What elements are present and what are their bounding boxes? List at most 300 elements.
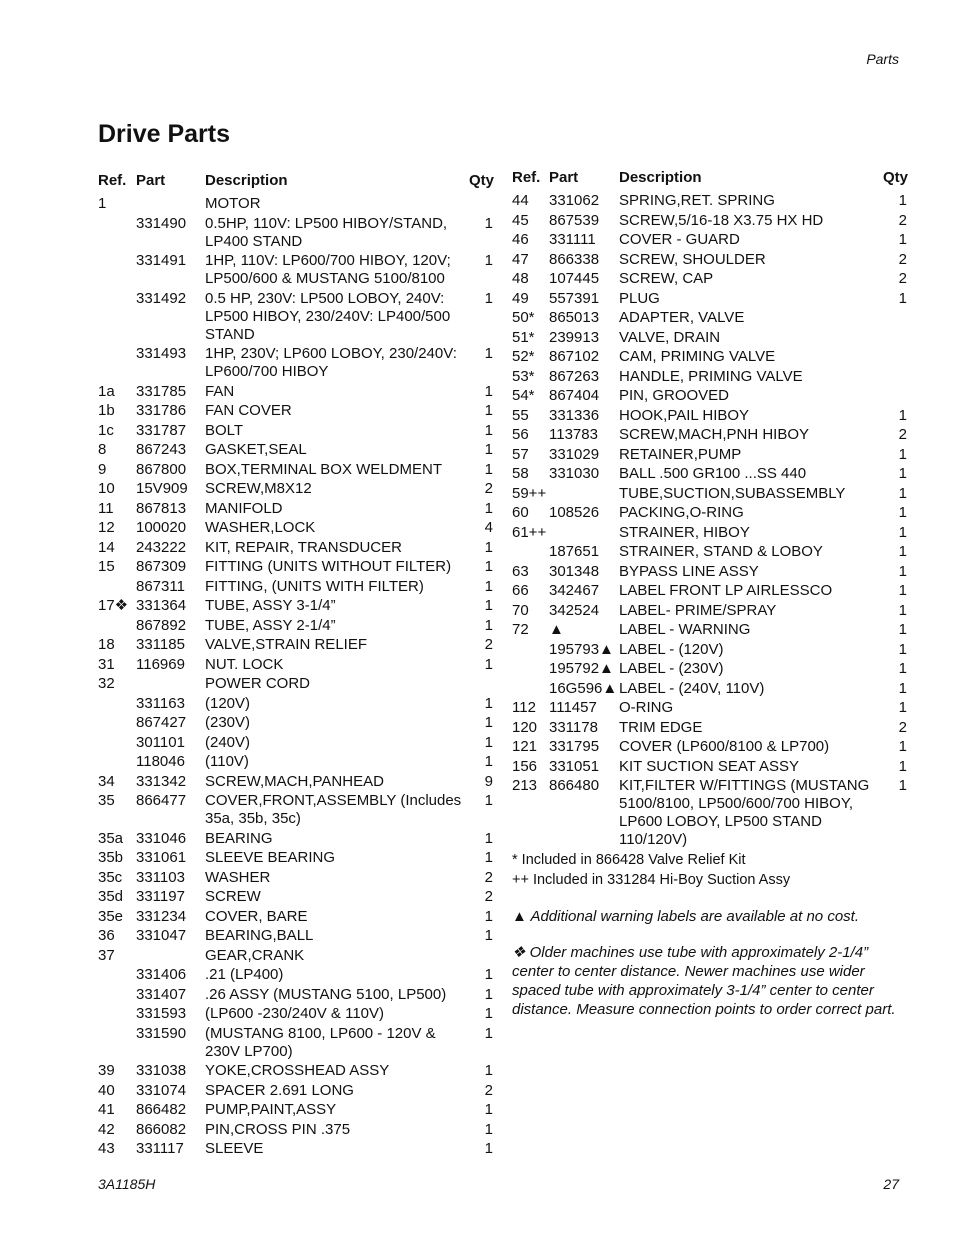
qty-cell: 1 (484, 382, 493, 400)
part-cell: 301101 (136, 733, 185, 751)
description-cell: KIT,FILTER W/FITTINGS (MUSTANG 5100/8100, LP500/600/700 HIBOY, LP600 LOBOY, LP500 STAND 110/120V) (619, 777, 870, 848)
ref-cell: 60 (512, 504, 529, 521)
table-row (98, 215, 493, 251)
table-row (98, 753, 493, 771)
part-cell: 867311 (136, 577, 185, 595)
part-cell (549, 524, 619, 542)
parts-table-left (98, 170, 493, 1160)
description-cell: NUT. LOCK (205, 655, 284, 673)
qty-cell: 1 (898, 621, 907, 638)
description-cell: 0.5HP, 110V: LP500 HIBOY/STAND, LP400 STAND (205, 214, 448, 250)
table-row (512, 524, 907, 542)
description-cell: SLEEVE BEARING (205, 849, 336, 866)
description-cell: LABEL - WARNING (619, 621, 751, 638)
qty-cell: 1 (898, 679, 907, 697)
part-cell: 331074 (136, 1081, 187, 1099)
description-header: Description (205, 172, 288, 189)
qty-cell: 1 (484, 1062, 493, 1079)
description-cell: (MUSTANG 8100, LP600 - 120V & 230V LP700) (205, 1024, 436, 1060)
ref-cell: 35d (98, 888, 124, 905)
qty-cell: 1 (484, 616, 493, 634)
table-row (98, 656, 493, 674)
qty-cell (883, 348, 907, 366)
part-cell: 331785 (136, 382, 187, 400)
qty-cell: 1 (484, 927, 493, 944)
qty-cell: 1 (898, 699, 907, 716)
qty-cell (883, 387, 907, 405)
table-row (98, 422, 493, 440)
table-row (98, 519, 493, 537)
qty-cell: 2 (484, 636, 493, 653)
ref-cell: 10 (98, 480, 115, 497)
table-row (512, 602, 907, 620)
description-cell: STRAINER, STAND & LOBOY (619, 543, 823, 560)
table-row (98, 597, 493, 615)
description-cell: CAM, PRIMING VALVE (619, 348, 776, 365)
ref-cell (98, 966, 136, 984)
table-row (512, 641, 907, 659)
table-row (98, 966, 493, 984)
qty-cell: 1 (484, 753, 493, 770)
table-row (512, 621, 907, 639)
description-cell: HOOK,PAIL HIBOY (619, 406, 750, 424)
table-row (98, 1121, 493, 1139)
description-cell: GEAR,CRANK (205, 946, 305, 964)
qty-header: Qty (883, 169, 909, 186)
part-cell: 108526 (549, 504, 600, 521)
ref-cell: 35a (98, 829, 124, 847)
table-row (512, 290, 907, 308)
part-cell: 239913 (549, 328, 600, 346)
qty-cell: 1 (484, 1140, 493, 1157)
description-cell: VALVE, DRAIN (619, 328, 721, 346)
part-cell: 331336 (549, 406, 600, 424)
ref-cell (98, 345, 136, 381)
ref-cell: 50* (512, 309, 535, 326)
ref-cell: 1c (98, 421, 114, 439)
description-cell: STRAINER, HIBOY (619, 523, 750, 541)
part-header: Part (136, 172, 166, 189)
part-cell: 331491 (136, 252, 187, 269)
qty-cell: 2 (484, 868, 493, 886)
table-row (98, 441, 493, 459)
table-row (98, 1140, 493, 1158)
ref-cell: 57 (512, 445, 529, 463)
description-cell: VALVE,STRAIN RELIEF (205, 636, 367, 653)
description-cell: HANDLE, PRIMING VALVE (619, 367, 803, 385)
qty-cell: 1 (898, 543, 907, 560)
table-row (98, 773, 493, 791)
qty-cell: 1 (484, 558, 493, 575)
part-cell: 16G596▲ (549, 679, 618, 697)
table-row (98, 792, 493, 828)
description-cell: PIN,CROSS PIN .375 (205, 1120, 351, 1138)
qty-cell: 1 (898, 757, 907, 775)
table-row (98, 675, 493, 693)
qty-cell: 1 (898, 660, 907, 677)
qty-cell: 1 (898, 601, 907, 619)
part-cell: 867539 (549, 211, 600, 229)
description-cell: LABEL - (230V) (619, 660, 724, 677)
description-cell: MANIFOLD (205, 499, 283, 517)
part-cell: 301348 (549, 562, 600, 580)
part-cell: 342524 (549, 601, 600, 619)
qty-cell: 1 (898, 523, 907, 541)
ref-cell: 48 (512, 270, 529, 287)
part-cell: 331197 (136, 888, 185, 905)
qty-cell: 1 (484, 499, 493, 517)
qty-cell: 2 (898, 718, 907, 736)
part-cell: 195793▲ (549, 640, 614, 658)
table-row (98, 558, 493, 576)
table-row (98, 383, 493, 401)
qty-cell: 1 (484, 577, 493, 595)
ref-cell (98, 714, 136, 732)
ref-cell: 112 (512, 699, 536, 716)
description-cell: 1HP, 110V: LP600/700 HIBOY, 120V; LP500/600 & MUSTANG 5100/8100 (205, 252, 451, 287)
part-cell: 867243 (136, 441, 187, 458)
section-header: Parts (866, 51, 899, 67)
qty-cell (883, 368, 907, 386)
qty-cell: 1 (898, 445, 907, 463)
description-cell: SCREW,5/16-18 X3.75 HX HD (619, 211, 824, 229)
ref-cell: 46 (512, 231, 529, 248)
part-cell: 331178 (549, 718, 598, 736)
description-cell: GASKET,SEAL (205, 441, 307, 458)
part-cell (136, 675, 205, 693)
ref-cell: 40 (98, 1081, 115, 1099)
table-row (98, 1005, 493, 1023)
ref-cell: 15 (98, 558, 115, 575)
description-cell: SPRING,RET. SPRING (619, 192, 775, 209)
table-row (512, 368, 907, 386)
table-row (98, 947, 493, 965)
part-cell: 342467 (549, 582, 600, 599)
table-row (98, 1062, 493, 1080)
ref-cell: 56 (512, 426, 529, 443)
qty-cell (469, 675, 493, 693)
ref-cell: 14 (98, 538, 115, 556)
part-cell: 331795 (549, 738, 600, 755)
part-cell: 331029 (549, 445, 600, 463)
ref-header: Ref. (98, 172, 127, 189)
qty-cell (883, 329, 907, 347)
ref-cell: 55 (512, 406, 529, 424)
part-cell: ▲ (549, 621, 564, 638)
table-row (512, 309, 907, 327)
qty-cell: 1 (484, 829, 493, 847)
ref-cell (98, 986, 136, 1004)
ref-cell: 37 (98, 946, 115, 964)
ref-cell (98, 1005, 136, 1023)
part-cell: 865013 (549, 309, 600, 326)
table-row (512, 738, 907, 756)
ref-cell: 35e (98, 907, 124, 925)
qty-cell: 1 (484, 694, 493, 712)
description-cell: BOLT (205, 421, 244, 439)
description-cell: COVER, BARE (205, 907, 308, 925)
ref-cell: 1 (98, 195, 107, 212)
ref-cell: 49 (512, 289, 529, 307)
qty-cell: 1 (484, 849, 493, 866)
description-cell: SCREW,M8X12 (205, 480, 312, 497)
table-row (98, 734, 493, 752)
part-cell (549, 485, 619, 503)
ref-cell (98, 1025, 136, 1061)
table-row (98, 1101, 493, 1119)
ref-cell: 36 (98, 927, 115, 944)
ref-cell: 32 (98, 675, 115, 692)
description-cell: SPACER 2.691 LONG (205, 1081, 354, 1099)
description-cell: 0.5 HP, 230V: LP500 LOBOY, 240V: LP500 HIBOY, 230/240V: LP400/500 STAND (205, 289, 451, 343)
note-warning-labels: ▲ Additional warning labels are available at no cost. (512, 908, 859, 925)
description-cell: .26 ASSY (MUSTANG 5100, LP500) (205, 985, 447, 1003)
part-cell: 331593 (136, 1005, 187, 1022)
ref-cell: 72 (512, 621, 529, 638)
part-cell: 331342 (136, 772, 187, 790)
table-row (512, 387, 907, 405)
qty-cell: 1 (484, 655, 493, 673)
ref-cell: 11 (98, 499, 114, 517)
table-row (98, 636, 493, 654)
ref-cell: 120 (512, 718, 538, 736)
table-row (98, 888, 493, 906)
part-cell: 866338 (549, 250, 600, 268)
ref-cell: 35 (98, 792, 115, 809)
ref-cell: 41 (98, 1101, 115, 1118)
qty-cell: 1 (898, 192, 907, 209)
ref-cell (98, 695, 136, 713)
ref-cell (98, 617, 136, 635)
part-cell: 331590 (136, 1024, 187, 1042)
part-cell: 331185 (136, 636, 185, 653)
ref-cell (98, 252, 136, 288)
qty-cell: 1 (484, 985, 493, 1003)
table-row (98, 1082, 493, 1100)
table-row (98, 1025, 493, 1061)
table-row (512, 504, 907, 522)
part-cell: 331492 (136, 289, 187, 307)
table-row (512, 777, 907, 849)
qty-cell: 1 (484, 1120, 493, 1138)
table-row (512, 465, 907, 483)
description-cell: COVER,FRONT,ASSEMBLY (Includes 35a, 35b, 35c) (205, 792, 462, 827)
table-row (98, 714, 493, 732)
qty-cell: 9 (484, 772, 493, 790)
parts-table-right (512, 167, 907, 1019)
description-cell: RETAINER,PUMP (619, 445, 742, 463)
description-cell: SCREW,MACH,PNH HIBOY (619, 426, 810, 443)
description-cell: KIT, REPAIR, TRANSDUCER (205, 538, 402, 556)
note-asterisk: * Included in 866428 Valve Relief Kit (512, 852, 746, 868)
table-header (512, 167, 907, 192)
description-cell: (240V) (205, 733, 251, 751)
part-cell: 331117 (136, 1140, 184, 1157)
table-row (512, 660, 907, 678)
table-row (98, 195, 493, 213)
table-row (512, 543, 907, 561)
table-row (512, 192, 907, 210)
description-cell: WASHER (205, 868, 271, 886)
ref-cell: 54* (512, 387, 535, 404)
part-cell: 331493 (136, 345, 187, 362)
ref-cell: 59++ (512, 484, 547, 502)
qty-cell: 1 (484, 421, 493, 439)
page-title: Drive Parts (98, 120, 231, 148)
ref-cell (98, 215, 136, 251)
ref-cell (512, 543, 549, 561)
part-cell: 331046 (136, 829, 187, 847)
description-cell: BEARING (205, 829, 273, 847)
ref-cell: 66 (512, 582, 529, 599)
description-cell: FITTING (UNITS WITHOUT FILTER) (205, 558, 452, 575)
description-cell: .21 (LP400) (205, 966, 284, 983)
part-cell: 331038 (136, 1062, 187, 1079)
part-cell: 116969 (136, 655, 185, 673)
part-cell: 100020 (136, 519, 187, 536)
table-row (512, 680, 907, 698)
ref-cell (98, 290, 136, 344)
table-row (512, 758, 907, 776)
description-cell: COVER - GUARD (619, 231, 740, 248)
description-cell: MOTOR (205, 195, 261, 212)
table-row (98, 578, 493, 596)
qty-cell: 1 (484, 441, 493, 458)
qty-cell: 1 (898, 484, 907, 502)
part-cell: 867800 (136, 460, 187, 478)
qty-cell: 1 (484, 714, 493, 731)
qty-cell: 2 (898, 211, 907, 229)
ref-cell: 9 (98, 460, 107, 478)
ref-cell (98, 734, 136, 752)
table-row (98, 252, 493, 288)
table-row (512, 426, 907, 444)
ref-cell: 47 (512, 250, 529, 268)
qty-cell: 1 (898, 738, 907, 755)
table-header (98, 170, 493, 195)
note-tube-distance: ❖ Older machines use tube with approximately 2-1/4” center to center distance. Newer machines use wider spaced tube with approximately 3-1/4” center to center distance. Measure connection points to order correct part. (512, 944, 896, 1018)
part-cell: 866480 (549, 777, 600, 794)
part-cell: 331163 (136, 694, 185, 712)
qty-cell (469, 195, 493, 213)
description-cell: (230V) (205, 714, 251, 731)
table-row (98, 908, 493, 926)
description-cell: BALL .500 GR100 ...SS 440 (619, 465, 807, 482)
part-cell: 111457 (549, 699, 597, 716)
document-number: 3A1185H (98, 1176, 156, 1192)
ref-cell: 43 (98, 1140, 115, 1157)
table-row (512, 485, 907, 503)
part-cell: 331062 (549, 192, 600, 209)
part-cell: 118046 (136, 753, 185, 770)
part-cell: 331030 (549, 465, 600, 482)
qty-cell: 1 (898, 231, 907, 248)
table-row (512, 719, 907, 737)
description-cell: PUMP,PAINT,ASSY (205, 1101, 337, 1118)
description-cell: LABEL - (240V, 110V) (619, 679, 765, 697)
ref-cell: 1b (98, 402, 115, 419)
description-cell: (110V) (205, 753, 249, 770)
qty-cell: 1 (898, 406, 907, 424)
part-cell: 867404 (549, 387, 600, 404)
qty-cell (883, 309, 907, 327)
table-row (512, 348, 907, 366)
description-cell: PLUG (619, 289, 660, 307)
description-cell: SCREW, SHOULDER (619, 250, 766, 268)
qty-cell: 2 (484, 888, 493, 905)
table-row (98, 402, 493, 420)
qty-cell: 1 (898, 640, 907, 658)
ref-header: Ref. (512, 169, 541, 186)
description-cell: WASHER,LOCK (205, 519, 316, 536)
qty-cell: 1 (484, 907, 493, 925)
ref-cell: 42 (98, 1120, 115, 1138)
part-header: Part (549, 169, 579, 186)
qty-cell: 1 (898, 582, 907, 599)
description-cell: LABEL FRONT LP AIRLESSCO (619, 582, 833, 599)
description-cell: TUBE, ASSY 2-1/4” (205, 616, 336, 634)
part-cell: 867892 (136, 616, 187, 634)
table-row (98, 986, 493, 1004)
description-cell: (LP600 -230/240V & 110V) (205, 1005, 385, 1022)
table-row (512, 329, 907, 347)
ref-cell (512, 641, 549, 659)
table-row (512, 699, 907, 717)
note-plusplus: ++ Included in 331284 Hi-Boy Suction Assy (512, 872, 791, 888)
description-cell: TUBE, ASSY 3-1/4” (205, 597, 336, 614)
part-cell: 331047 (136, 927, 187, 944)
qty-cell: 1 (484, 345, 493, 362)
description-cell: POWER CORD (205, 675, 310, 692)
qty-cell: 2 (484, 1081, 493, 1099)
part-cell: 557391 (549, 289, 600, 307)
description-cell: BOX,TERMINAL BOX WELDMENT (205, 460, 442, 478)
description-cell: LABEL- PRIME/SPRAY (619, 601, 777, 619)
description-cell: SCREW (205, 888, 261, 905)
part-cell: 331787 (136, 421, 187, 439)
description-cell: LABEL - (120V) (619, 640, 724, 658)
qty-cell: 1 (484, 214, 493, 232)
table-row (98, 869, 493, 887)
part-cell: 867263 (549, 367, 600, 385)
qty-cell: 1 (484, 252, 493, 269)
ref-cell: 156 (512, 757, 538, 775)
table-row (512, 446, 907, 464)
qty-cell: 2 (898, 426, 907, 443)
description-cell: PIN, GROOVED (619, 387, 730, 404)
description-cell: BYPASS LINE ASSY (619, 562, 759, 580)
ref-cell (512, 680, 549, 698)
part-cell: 866482 (136, 1101, 187, 1118)
description-cell: YOKE,CROSSHEAD ASSY (205, 1062, 390, 1079)
qty-cell: 2 (484, 480, 493, 497)
ref-cell (98, 753, 136, 771)
qty-cell: 1 (484, 1024, 493, 1042)
part-cell (136, 947, 205, 965)
qty-cell: 1 (484, 792, 493, 809)
part-cell: 867309 (136, 558, 187, 575)
qty-cell: 1 (484, 733, 493, 751)
description-cell: TRIM EDGE (619, 718, 703, 736)
part-cell (136, 195, 205, 213)
description-cell: SCREW,MACH,PANHEAD (205, 772, 384, 790)
table-row (98, 695, 493, 713)
ref-cell: 58 (512, 465, 529, 482)
table-row (512, 563, 907, 581)
ref-cell: 17❖ (98, 597, 129, 614)
description-cell: O-RING (619, 699, 674, 716)
ref-cell: 70 (512, 601, 529, 619)
